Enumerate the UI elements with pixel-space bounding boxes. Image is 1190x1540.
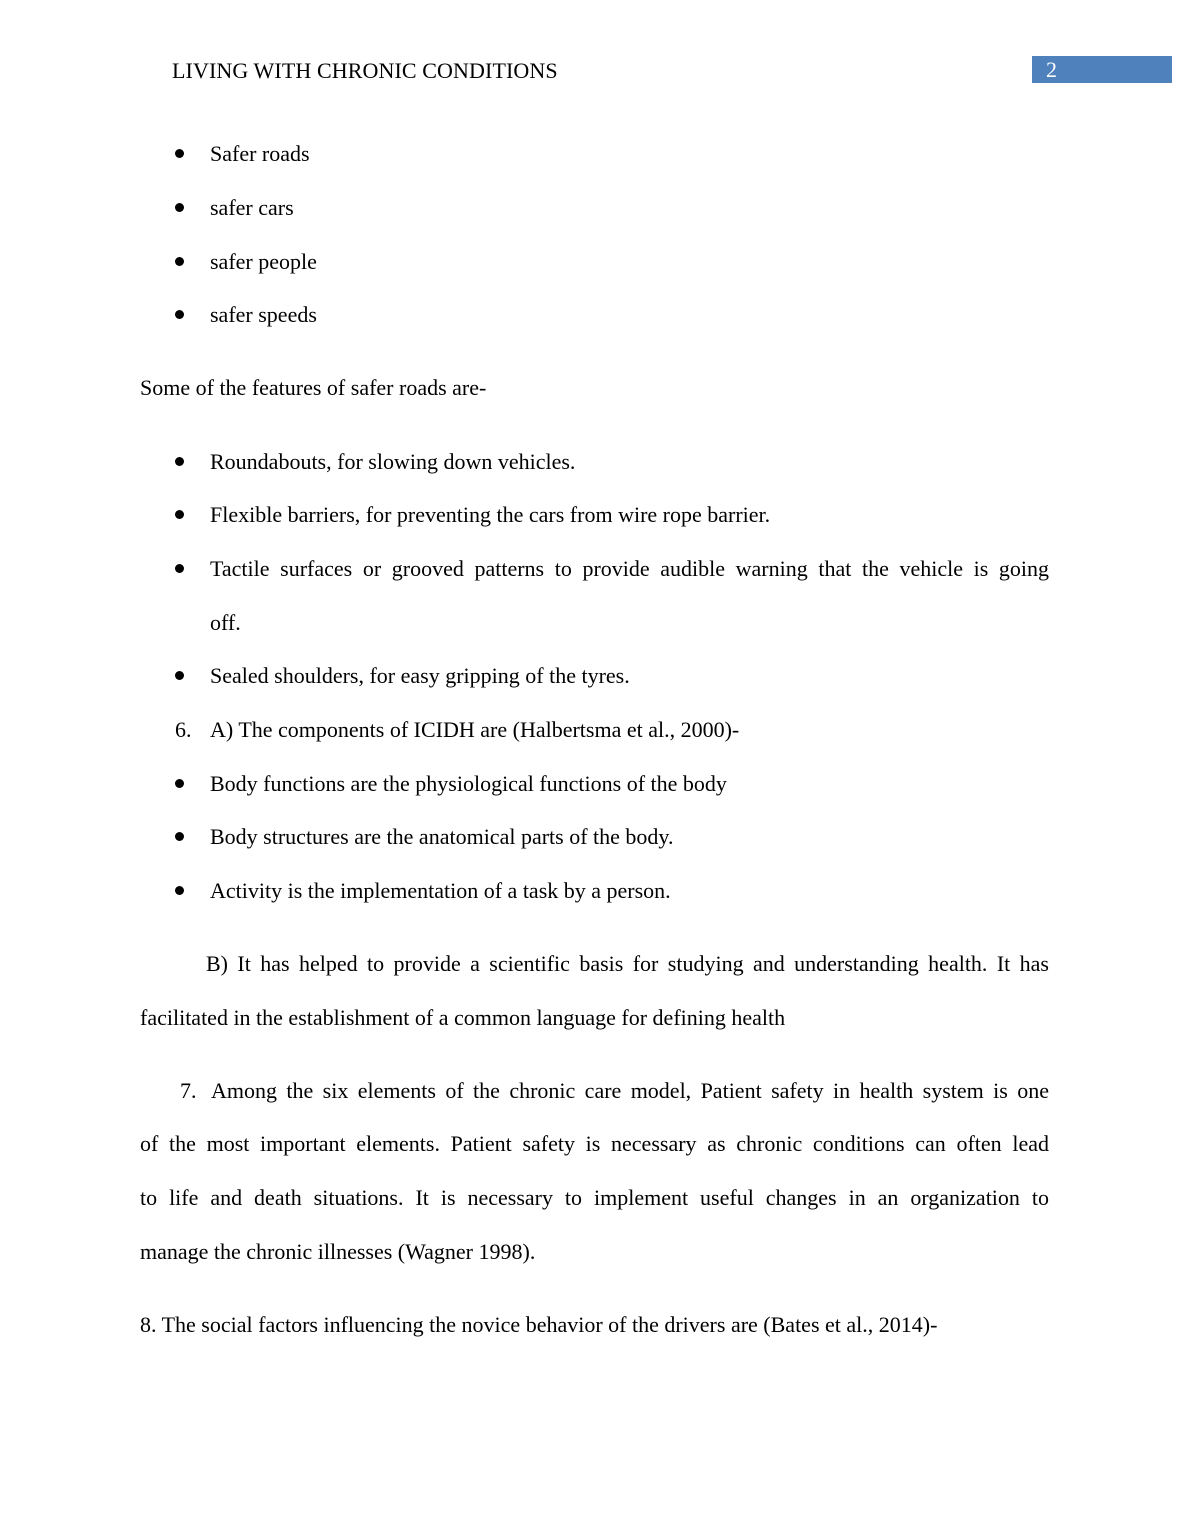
bullet-icon	[175, 510, 184, 519]
bullet-icon	[175, 779, 184, 788]
page-number-badge	[1032, 56, 1172, 83]
bullet-icon	[175, 149, 184, 158]
question-7-line: Among the six elements of the chronic care model, Patient safety in health system is one	[211, 1078, 1049, 1103]
question-8-text: 8. The social factors influencing the novice behavior of the drivers are (Bates et al., 2014)-	[140, 1312, 938, 1337]
list-item: Sealed shoulders, for easy gripping of the tyres.	[210, 663, 630, 688]
bullet-icon	[175, 886, 184, 895]
list-item: safer speeds	[210, 302, 317, 327]
bullet-icon	[175, 457, 184, 466]
list-item: Body structures are the anatomical parts of the body.	[210, 824, 674, 849]
list-item: Body functions are the physiological functions of the body	[210, 771, 727, 796]
bullet-icon	[175, 203, 184, 212]
question-6b-line: facilitated in the establishment of a common language for defining health	[140, 1005, 786, 1030]
page-number: 2	[1046, 57, 1057, 82]
question-7-line: manage the chronic illnesses (Wagner 1998).	[140, 1239, 536, 1264]
list-item: Roundabouts, for slowing down vehicles.	[210, 449, 576, 474]
question-number: 6.	[175, 717, 192, 742]
bullet-icon	[175, 257, 184, 266]
question-7-line: to life and death situations. It is necessary to implement useful changes in an organization to	[140, 1185, 1049, 1210]
list-item: safer people	[210, 249, 317, 274]
question-6b-line: B) It has helped to provide a scientific basis for studying and understanding health. It has	[206, 951, 1049, 976]
list-item: safer cars	[210, 195, 294, 220]
question-7-line: of the most important elements. Patient safety is necessary as chronic conditions can often lead	[140, 1131, 1049, 1156]
list-item: Safer roads	[210, 141, 310, 166]
question-number: 7.	[180, 1078, 197, 1103]
running-header-title: LIVING WITH CHRONIC CONDITIONS	[172, 58, 558, 83]
bullet-icon	[175, 832, 184, 841]
paragraph-safer-roads: Some of the features of safer roads are-	[140, 375, 487, 400]
list-item: Flexible barriers, for preventing the cars from wire rope barrier.	[210, 502, 771, 527]
list-item: Tactile surfaces or grooved patterns to provide audible warning that the vehicle is going	[210, 556, 1049, 581]
list-item: Activity is the implementation of a task by a person.	[210, 878, 671, 903]
bullet-icon	[175, 564, 184, 573]
bullet-icon	[175, 310, 184, 319]
list-item-continuation: off.	[210, 610, 241, 635]
bullet-icon	[175, 671, 184, 680]
question-6-text: A) The components of ICIDH are (Halbertsma et al., 2000)-	[210, 717, 740, 742]
